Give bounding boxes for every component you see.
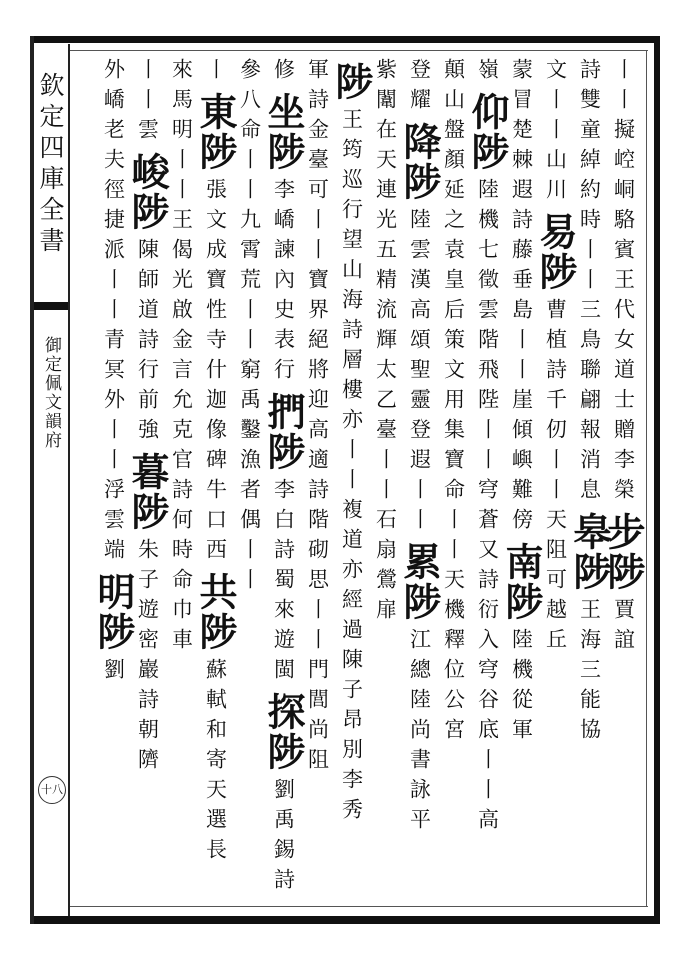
entry-text: 曹植詩千仞丨丨天阻可越丘 — [543, 298, 568, 658]
entry-text: 在天連光五精流輝太乙 — [373, 118, 398, 418]
entry-text: 王海三能協 — [577, 598, 602, 748]
entry-text: 劉禹錫詩 — [271, 778, 296, 898]
entry-text: 蘇軾和寄天選長 — [203, 658, 228, 868]
entry-text: 嶺 — [475, 58, 500, 88]
inner-rule-top — [70, 50, 648, 51]
entry-text: 劉 — [101, 658, 126, 688]
entry-text: 臺丨丨石扇鶯扉 — [373, 418, 398, 628]
entry-text: 丨 — [203, 58, 228, 88]
entry-text: 軍詩金臺可丨丨寶界絕將迎高適詩階砌思丨丨門閭尚阻 — [305, 58, 330, 778]
entry-text: 陳師道詩行前強 — [135, 238, 160, 448]
headword: 峻陟 — [125, 152, 170, 232]
entry-text: 官詩何時命巾車 — [169, 448, 194, 658]
headword: 東陟 — [193, 92, 238, 172]
margin-black-band — [34, 302, 68, 310]
headword: 仰陟 — [465, 92, 510, 172]
entry-text: 登耀 — [407, 58, 432, 118]
entry-text: 紫闈 — [373, 58, 398, 118]
volume-subtitle: 御定佩文韻府 — [41, 336, 61, 450]
entry-text: 荒丨丨窮禹鑿 — [237, 268, 262, 448]
text-column — [601, 58, 646, 906]
folio-number: 十八 — [38, 776, 66, 804]
text-column — [465, 58, 510, 906]
headword: 步陟 — [601, 512, 646, 592]
entry-text: 文丨丨山川 — [543, 58, 568, 208]
text-column — [397, 58, 442, 906]
headword: 累陟 — [397, 542, 442, 622]
text-column — [91, 58, 136, 906]
headword: 明陟 — [91, 572, 136, 652]
headword: 陟 — [329, 62, 374, 102]
frame-bottom-border — [32, 916, 660, 924]
entry-text: 王筠巡行望山海詩層樓亦丨丨複道亦經過陳子昂別李秀 — [339, 108, 364, 828]
text-column — [298, 58, 336, 906]
entry-text: 賈誼 — [611, 598, 636, 658]
text-column — [193, 58, 238, 906]
headword: 降陟 — [397, 122, 442, 202]
frame-right-border — [654, 36, 660, 924]
inner-rule-right — [646, 50, 647, 906]
text-column — [125, 58, 170, 906]
entry-text: 李嶠諫內史表行 — [271, 178, 296, 388]
entry-text: 詩雙童綽約時丨丨三鳥聯翩報消息 — [577, 58, 602, 508]
headword: 暮陟 — [125, 452, 170, 532]
entry-text: 朱子遊密巖詩朝隮 — [135, 538, 160, 778]
entry-text: 漁者偶丨丨 — [237, 448, 262, 598]
entry-text: 陸機從軍 — [509, 628, 534, 748]
headword: 共陟 — [193, 572, 238, 652]
headword: 南陟 — [499, 542, 544, 622]
entry-text: 丨丨擬崆峒駱賓王代女道士贈李榮 — [611, 58, 636, 508]
entry-text: 蒙冒楚棘 — [509, 58, 534, 178]
entry-text: 遐詩藤垂島丨丨崖傾嶼難傍 — [509, 178, 534, 538]
headword: 易陟 — [533, 212, 578, 292]
inner-rule-bottom — [70, 906, 648, 907]
headword: 皋陟 — [567, 512, 612, 592]
margin-column — [34, 44, 70, 916]
entry-text: 山盤顏延之袁皇后策文用集寶命丨丨天機釋位公宮 — [441, 88, 466, 748]
text-column — [366, 58, 404, 906]
entry-text: 張文成寶性寺什迦像碑牛口西 — [203, 178, 228, 568]
frame-top-border — [32, 36, 660, 43]
book-title: 欽定四庫全書 — [36, 72, 65, 258]
entry-text: 李白詩蜀來遊閩 — [271, 478, 296, 688]
text-column — [261, 58, 306, 906]
text-column — [567, 58, 612, 906]
entry-text: 來馬明丨丨王偈光啟金言允克 — [169, 58, 194, 448]
entry-text: 修 — [271, 58, 296, 88]
entry-text: 丨丨雲 — [135, 58, 160, 148]
entry-text: 顛 — [441, 58, 466, 88]
entry-text: 外嶠 — [101, 58, 126, 118]
headword: 捫陟 — [261, 392, 306, 472]
text-column — [329, 58, 374, 906]
text-column — [499, 58, 544, 906]
entry-text: 青冥外丨丨浮雲端 — [101, 328, 126, 568]
entry-text: 陸機七徵雲階飛陛丨丨穹蒼又詩衍入穹谷底丨丨高 — [475, 178, 500, 838]
entry-text: 參八命丨丨九霄 — [237, 58, 262, 268]
entry-text: 陸雲漢高頌聖靈登遐丨丨 — [407, 208, 432, 538]
headword: 坐陟 — [261, 92, 306, 172]
entry-text: 江總陸尚書詠平 — [407, 628, 432, 838]
entry-text: 老夫徑捷派丨丨 — [101, 118, 126, 328]
headword: 探陟 — [261, 692, 306, 772]
text-column — [230, 58, 268, 906]
text-column — [533, 58, 578, 906]
